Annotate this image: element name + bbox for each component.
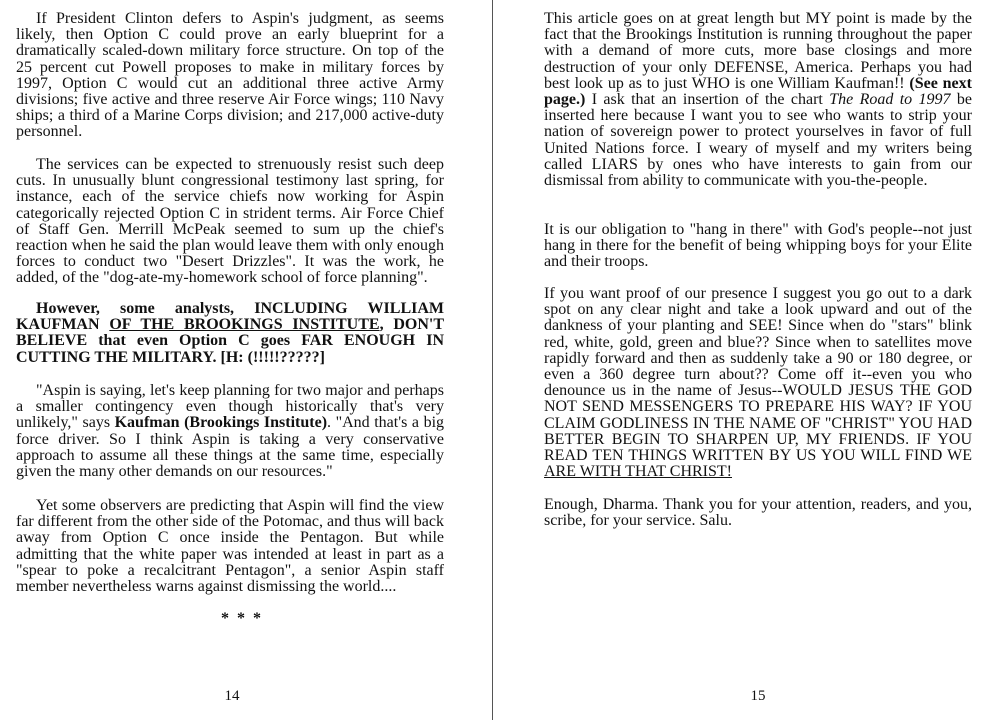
right-paragraph-2: It is our obligation to "hang in there" with God's people--not just hang in there for the benefit of being whipping boys for your Elite and their troops. [544, 221, 972, 271]
right-paragraph-3 [544, 286, 972, 480]
right-p3-text-a: If you want proof of our presence I suggest you go out to a dark spot on any clear night and take a look upward and out of the dankness of your planting and SEE! Since when do "stars" blink red, white, gold, green and blue?? Since when to satellites move rapidly forward and then as suddenly take a 90 or 180 degree, or even a 360 degree turn about?? Come off it--even you who denounce us in the name of Jesus--WOULD JESUS THE GOD NOT SEND MESSENGERS TO PREPARE HIS WAY? IF YOU CLAIM GODLINESS IN THE NAME OF "CHRIST" YOU HAD BETTER BEGIN TO SHARPEN UP, MY FRIENDS. IF YOU READ TEN THINGS WRITTEN BY US YOU WILL FIND WE [544, 285, 972, 465]
right-p3-underlined-christ: ARE WITH THAT CHRIST! [544, 463, 732, 481]
left-paragraph-1: If President Clinton defers to Aspin's judgment, as seems likely, then Option C could prove an early blueprint for a dramatically scaled-down military force structure. On top of the 25 percent cut Powell proposes to make in military forces by 1997, Option C would cut an additional three active Army divisions; five active and three reserve Air Force wings; 110 Navy ships; a third of a Marine Corps division; and 217,000 active-duty personnel. [16, 10, 444, 141]
page-number-left: 14 [224, 688, 240, 704]
left-p3-underlined-brookings: OF THE BROOKINGS INSTITUTE [109, 316, 380, 334]
page-gutter [492, 0, 493, 720]
right-page [544, 0, 972, 720]
left-p4-text-c: . "And that's a big force driver. So I think Aspin is taking a very conservative approach to assume all these things at the same time, especially given the many other demands on our resources." [16, 414, 445, 481]
section-separator: * * * [221, 610, 263, 627]
left-p4-bold-kaufman: Kaufman (Brookings Institute) [114, 414, 328, 432]
left-paragraph-4 [16, 383, 444, 480]
page-number-right: 15 [750, 688, 766, 704]
left-page [16, 0, 444, 720]
right-paragraph-1 [544, 11, 972, 189]
left-p3-text-c: , DON'T BELIEVE that even Option C goes FAR ENOUGH IN CUTTING THE MILITARY. [H: (!!!!!?????] [16, 316, 444, 366]
right-p1-bold-see-next-page: (See next page.) [544, 74, 972, 109]
right-p1-text-c: I ask that an insertion of the chart [585, 91, 830, 109]
left-p3-text-a: However, some analysts, INCLUDING WILLIAM KAUFMAN [16, 300, 444, 334]
right-p1-text-a: This article goes on at great length but MY point is made by the fact that the Brookings Institution is running throughout the paper with a demand of more cuts, more base closings and more destruction of your only DEFENSE, America. Perhaps you had best look up as to just WHO is one William Kaufman!! [544, 10, 972, 92]
right-p1-italic-chart-title: The Road to 1997 [829, 91, 951, 109]
left-paragraph-3 [16, 301, 444, 366]
right-paragraph-4: Enough, Dharma. Thank you for your attention, readers, and you, scribe, for your service. Salu. [544, 496, 972, 530]
left-paragraph-5: Yet some observers are predicting that Aspin will find the view far different from the other side of the Potomac, and thus will back away from Option C once inside the Pentagon. But while admitting that the white paper was intended at least in part as a "spear to poke a recalcitrant Pentagon", a senior Aspin staff member nevertheless warns against dismissing the world.... [16, 497, 444, 596]
left-p4-text-a: "Aspin is saying, let's keep planning for two major and perhaps a smaller contingency even though historically that's very unlikely," says [16, 382, 444, 432]
right-p1-text-e: be inserted here because I want you to see who wants to strip your nation of sovereign power to protect yourselves in favor of full United Nations force. I weary of myself and my writers being called LIARS by ones who have interests to gain from our dismissal from ability to communicate with you-the-people. [544, 91, 973, 190]
left-paragraph-2: The services can be expected to strenuously resist such deep cuts. In unusually blunt congressional testimony last spring, for instance, each of the service chiefs now working for Aspin categorically rejected Option C in strident terms. Air Force Chief of Staff Gen. Merrill McPeak seemed to sum up the chief's reaction when he said the plan would leave them with only enough forces to conduct two "Desert Drizzles". It was the work, he added, of the "dog-ate-my-homework school of force planning". [16, 156, 444, 287]
